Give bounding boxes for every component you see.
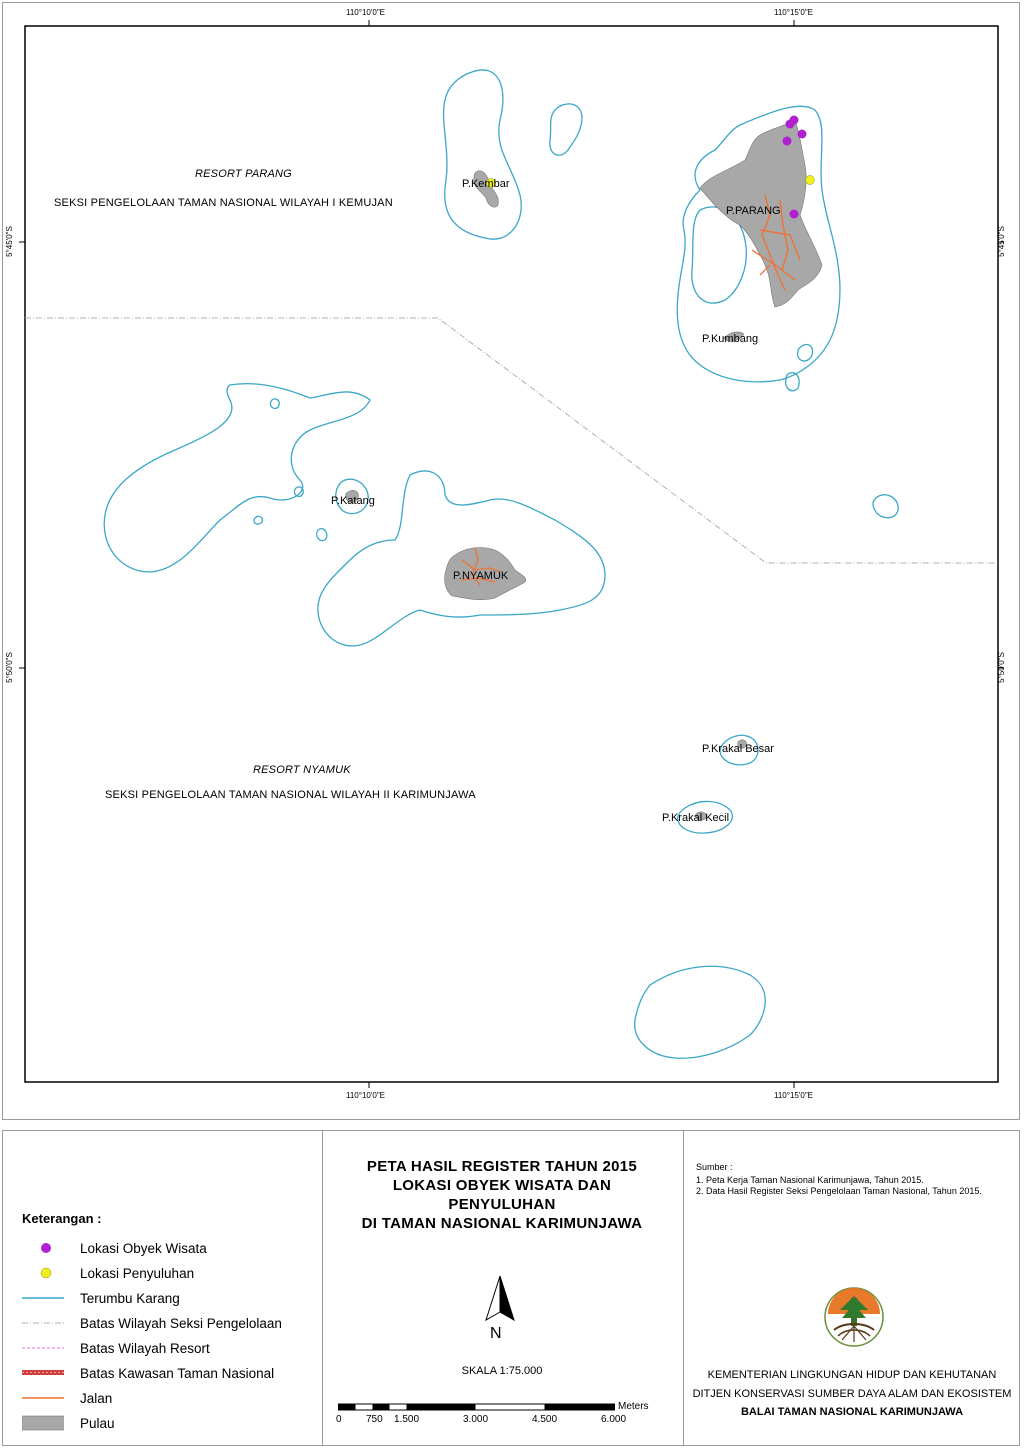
- purple-dot-icon: [22, 1240, 64, 1258]
- coord-right-upper: 5°45'0"S: [996, 226, 1006, 257]
- ministry-logo-icon: [820, 1286, 888, 1350]
- source-heading: Sumber :: [696, 1162, 733, 1172]
- island-label-kembar: P.Kembar: [462, 178, 510, 190]
- reef-small-dot-4: [270, 399, 279, 408]
- seksi-1-label: SEKSI PENGELOLAAN TAMAN NASIONAL WILAYAH I KEMUJAN: [54, 197, 393, 209]
- red-hatched-line-icon: [22, 1365, 64, 1383]
- reef-small-dot-1: [254, 516, 262, 524]
- island-label-krakal-kecil: P.Krakal Kecil: [662, 812, 730, 824]
- scale-tick-3: 3.000: [463, 1414, 489, 1425]
- legend-item-outreach: Lokasi Penyuluhan: [22, 1265, 322, 1283]
- coord-right-lower: 5°50'0"S: [996, 652, 1006, 683]
- resort-nyamuk-label: RESORT NYAMUK: [253, 764, 351, 776]
- map-title-line-4: DI TAMAN NASIONAL KARIMUNJAWA: [361, 1215, 643, 1232]
- outreach-point-2: [806, 176, 815, 185]
- seksi-2-label: SEKSI PENGELOLAAN TAMAN NASIONAL WILAYAH II KARIMUNJAWA: [105, 789, 476, 801]
- map-title-line-3: PENYULUHAN: [448, 1196, 556, 1213]
- yellow-dot-icon: [22, 1265, 64, 1283]
- ministry-line-2: DITJEN KONSERVASI SUMBER DAYA ALAM DAN EKOSISTEM: [692, 1388, 1012, 1400]
- reef-east-small: [873, 495, 898, 518]
- section-boundary-line: [25, 318, 998, 563]
- reef-kembar: [444, 70, 522, 239]
- island-label-nyamuk: P.NYAMUK: [453, 570, 509, 582]
- scale-unit: Meters: [618, 1401, 649, 1412]
- pink-dashed-line-icon: [22, 1340, 64, 1358]
- reef-south-small-1: [798, 345, 813, 361]
- island-label-kumbang: P.Kumbang: [702, 333, 759, 345]
- island-label-katang: P.Katang: [331, 495, 375, 507]
- roads: [462, 195, 800, 585]
- north-label: N: [490, 1325, 502, 1342]
- scale-tick-1: 750: [366, 1414, 383, 1425]
- map-title-line-2: LOKASI OBYEK WISATA DAN: [392, 1177, 612, 1194]
- orange-line-icon: [22, 1390, 64, 1408]
- ministry-line-1: KEMENTERIAN LINGKUNGAN HIDUP DAN KEHUTANAN: [707, 1369, 997, 1381]
- reef-north-small: [550, 104, 582, 155]
- ministry-line-3: BALAI TAMAN NASIONAL KARIMUNJAWA: [740, 1406, 964, 1418]
- legend-title: Keterangan :: [22, 1211, 102, 1226]
- dashdot-line-icon: [22, 1315, 64, 1333]
- coord-left-upper: 5°45'0"S: [4, 226, 14, 257]
- island-label-krakal-besar: P.Krakal Besar: [702, 743, 774, 755]
- north-arrow-icon: [480, 1274, 520, 1326]
- scale-text: SKALA 1:75.000: [461, 1365, 543, 1377]
- tourism-point-2: [786, 120, 795, 129]
- map-title-line-1: PETA HASIL REGISTER TAHUN 2015: [366, 1158, 638, 1175]
- island-label-parang: P.PARANG: [726, 205, 781, 217]
- legend-item-park-boundary: Batas Kawasan Taman Nasional: [22, 1365, 322, 1383]
- scale-bar: [338, 1403, 620, 1413]
- coord-top-left: 110°10'0"E: [346, 8, 386, 17]
- islands: [346, 120, 822, 820]
- grey-box-icon: [22, 1415, 64, 1433]
- legend-item-resort-boundary: Batas Wilayah Resort: [22, 1340, 322, 1358]
- coord-bottom-right: 110°15'0"E: [774, 1091, 814, 1100]
- blue-line-icon: [22, 1290, 64, 1308]
- legend-item-tourism: Lokasi Obyek Wisata: [22, 1240, 322, 1258]
- source-item-2: 2. Data Hasil Register Seksi Pengelolaan Taman Nasional, Tahun 2015.: [696, 1186, 982, 1196]
- scale-tick-4: 4.500: [532, 1414, 558, 1425]
- legend-item-section-boundary: Batas Wilayah Seksi Pengelolaan: [22, 1315, 322, 1333]
- scale-tick-0: 0: [336, 1414, 342, 1425]
- coord-left-lower: 5°50'0"S: [4, 652, 14, 683]
- tourism-point-4: [783, 137, 792, 146]
- legend-item-island: Pulau: [22, 1415, 322, 1433]
- graticule-ticks: [19, 20, 1004, 1088]
- tourism-point-3: [798, 130, 807, 139]
- resort-parang-label: RESORT PARANG: [195, 168, 292, 180]
- legend-item-road: Jalan: [22, 1390, 322, 1408]
- map-neatline: [25, 26, 998, 1082]
- reef-south-big: [635, 966, 766, 1058]
- reef-west-big: [104, 384, 370, 572]
- coord-bottom-left: 110°10'0"E: [346, 1091, 386, 1100]
- coord-top-right: 110°15'0"E: [774, 8, 814, 17]
- tourism-point-5: [790, 210, 799, 219]
- scale-tick-5: 6.000: [601, 1414, 627, 1425]
- scale-tick-2: 1.500: [394, 1414, 420, 1425]
- reef-small-dot-2: [317, 529, 327, 541]
- source-item-1: 1. Peta Kerja Taman Nasional Karimunjawa, Tahun 2015.: [696, 1175, 924, 1185]
- legend-item-reef: Terumbu Karang: [22, 1290, 322, 1308]
